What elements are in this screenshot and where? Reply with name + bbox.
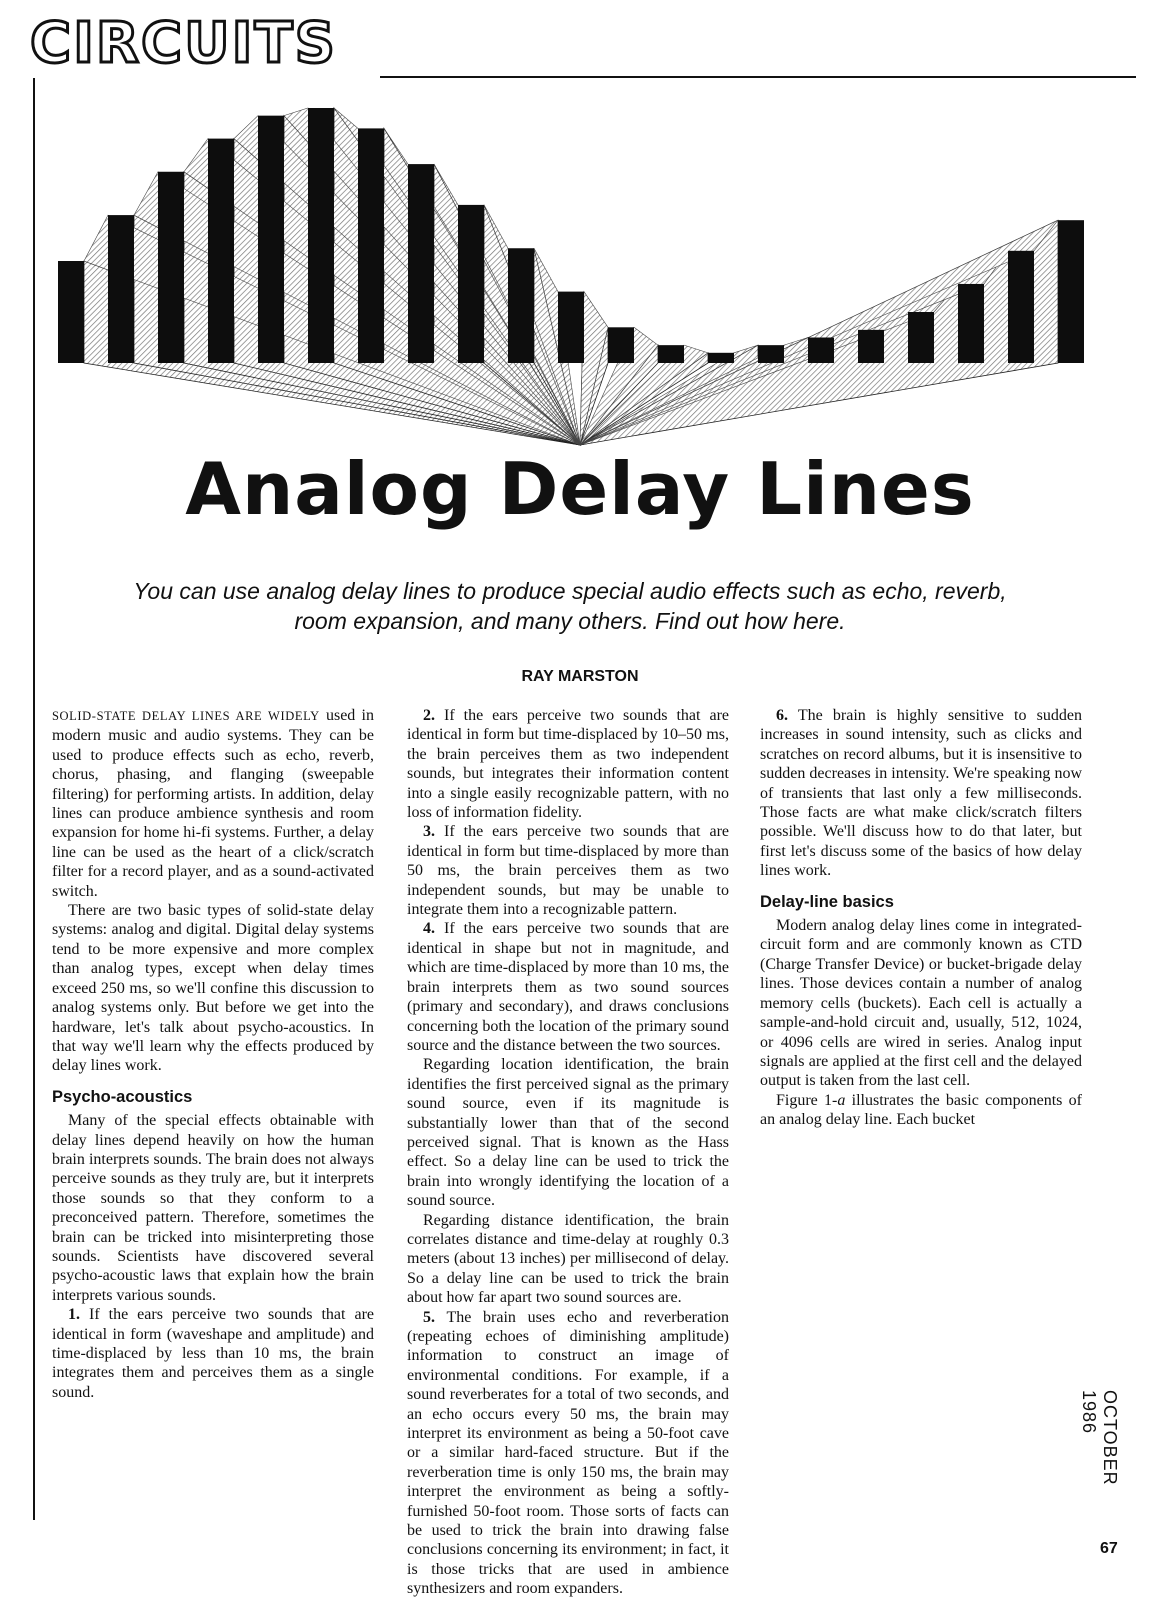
margin-rule (33, 78, 35, 1520)
delay-bar-2 (108, 215, 134, 363)
delay-bar-8 (408, 164, 434, 363)
paragraph: Modern analog delay lines come in integrated-circuit form and are commonly known as CTD (Charge Transfer Device) or bucket-brigade delay lines. Those devices contain a number of analog memory cells (buckets). Each cell is actually a sample-and-hold circuit and, usually, 512, 1024, or 4096 cells are wired in series. Analog input signals are applied at the first cell and the delayed output is taken from the last cell. (760, 917, 1082, 1090)
delay-bar-1 (58, 261, 84, 363)
delay-line-bars-illustration (50, 95, 1090, 455)
paragraph: Many of the special effects obtainable with delay lines depend heavily on how the human brain interprets sounds. The brain does not always perceive sounds as they truly are, but it interprets those sounds so that they conform to a preconceived pattern. Therefore, sometimes the brain can be tricked into misinterpreting those sounds. Scientists have discovered several psycho-acoustic laws that explain how the brain interprets various sounds. (52, 1112, 374, 1304)
page-number: 67 (1100, 1540, 1118, 1557)
delay-bar-4 (208, 139, 234, 363)
paragraph: There are two basic types of solid-state delay systems: analog and digital. Digital delay systems tend to be more expensive and more complex than analog types, except when delay times exceed 250 ms, so we'll confine this discussion to analog systems only. But before we get into the hardware, let's talk about psycho-acoustics. In that way we'll learn why the effects produced by delay lines work. (52, 902, 374, 1075)
paragraph: Regarding location identification, the brain identifies the first perceived signal as the primary sound source, even if its magnitude is substantially lower than that of the second perceived signal. That is known as the Hass effect. So a delay line can be used to trick the brain into wrongly identifying the location of a sound source. (407, 1056, 729, 1210)
article-deck: You can use analog delay lines to produce special audio effects such as echo, reverb, room expansion, and many others. Find out how here. (133, 578, 1007, 634)
delay-bar-12 (608, 327, 634, 363)
delay-bar-13 (658, 345, 684, 363)
column-2 (407, 706, 729, 1599)
paragraph: Figure 1-a illustrates the basic components of an analog delay line. Each bucket (760, 1091, 1082, 1129)
delay-bar-17 (858, 330, 884, 363)
lead-in: SOLID-STATE DELAY LINES ARE WIDELY (52, 709, 320, 723)
delay-bar-21 (1058, 220, 1084, 363)
list-item-2: 2. If the ears perceive two sounds that are identical in form but time-displaced by 10–50 ms, the brain perceives them as two independent sounds, but integrates their information content into a single easily recognizable pattern, with no loss of information fidelity. (407, 707, 729, 822)
column-3 (760, 706, 1082, 1130)
delay-bar-19 (958, 284, 984, 363)
delay-bar-5 (258, 116, 284, 363)
delay-bar-6 (308, 108, 334, 363)
paragraph: Regarding distance identification, the brain correlates distance and time-delay at roughly 0.3 meters (about 13 inches) per millisecond of delay. So a delay line can be used to trick the brain about how far apart two sound sources are. (407, 1211, 729, 1307)
delay-bar-7 (358, 128, 384, 363)
list-item-5: 5. The brain uses echo and reverberation (repeating echoes of diminishing amplitude) information to construct an image of environmental conditions. For example, if a sound reverberates for a total of two seconds, and an echo occurs every 50 ms, the brain may interpret its environment as being a 50-foot cave or a similar hard-faced structure. But if the reverberation time is only 150 ms, the brain may interpret the environment as being a softly-furnished 50-foot room. Those sorts of facts can be used to trick the brain into drawing false conclusions concerning its environment; in fact, it is those tricks that are used in ambience synthesizers and room expanders. (407, 1308, 729, 1598)
byline: RAY MARSTON (521, 668, 639, 685)
delay-bar-10 (508, 248, 534, 363)
delay-bar-14 (708, 353, 734, 363)
subhead-psycho-acoustics: Psycho-acoustics (52, 1087, 193, 1106)
delay-bar-18 (908, 312, 934, 363)
list-item-1: 1. If the ears perceive two sounds that are identical in form (waveshape and amplitude) and time-displaced by less than 10 ms, the brain integrates them and perceives them as a single sound. (52, 1306, 374, 1401)
article-title: Analog Delay Lines (185, 447, 975, 531)
list-item-4: 4. If the ears perceive two sounds that are identical in shape but not in magnitude, and which are time-displaced by more than 10 ms, the brain interprets them as two sound sources (primary and secondary), and draws conclusions concerning both the location of the primary sound source and the distance between the two sources. (407, 920, 729, 1054)
delay-bar-16 (808, 338, 834, 364)
delay-bar-9 (458, 205, 484, 363)
delay-bar-20 (1008, 251, 1034, 363)
delay-bar-11 (558, 292, 584, 363)
header-rule (380, 76, 1136, 78)
column-1 (52, 706, 374, 1402)
delay-bar-15 (758, 345, 784, 363)
paragraph-intro: SOLID-STATE DELAY LINES ARE WIDELY used in modern music and audio systems. They can be used to produce effects such as echo, reverb, chorus, phasing, and flanging (sweepable filtering) for performing artists. In addition, delay lines can produce ambience synthesis and room expansion for home hi-fi systems. Further, a delay line can be used as the heart of a click/scratch filter for a record player, and as a sound-activated switch. (52, 707, 375, 900)
list-item-6: 6. The brain is highly sensitive to sudden increases in sound intensity, such as clicks and scratches on record albums, but it is insensitive to sudden decreases in intensity. We're speaking now of transients that last only a few milliseconds. Those facts are what make click/scratch filters possible. We'll discuss how to do that later, but first let's discuss some of the basics of how delay lines work. (760, 707, 1082, 880)
issue-date: OCTOBER 1986 (1079, 1390, 1120, 1486)
subhead-delay-line-basics: Delay-line basics (760, 892, 894, 911)
section-header: CIRCUITS (30, 11, 337, 76)
delay-bar-3 (158, 172, 184, 363)
list-item-3: 3. If the ears perceive two sounds that are identical in form but time-displaced by more than 50 ms, the brain perceives them as two independent sounds, but may be unable to integrate them into a recognizable pattern. (407, 823, 729, 919)
